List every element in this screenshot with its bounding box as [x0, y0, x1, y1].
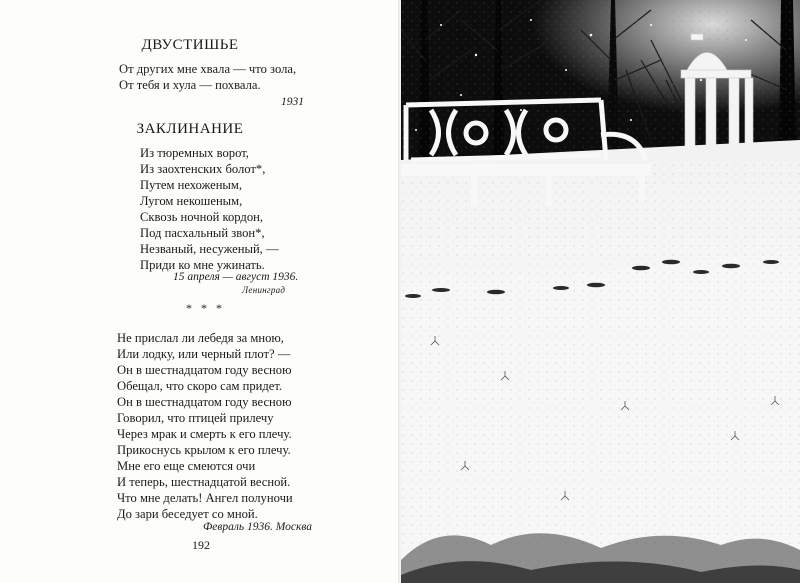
- poem3-line-2: Или лодку, или черный плот? —: [117, 347, 291, 361]
- poem3-line-4: Обещал, что скоро сам придет.: [117, 379, 283, 393]
- poem3-line-11: Что мне делать! Ангел полуночи: [117, 491, 293, 505]
- poem3-line-10: И теперь, шестнадцатой весной.: [117, 475, 291, 489]
- poem3-line-9: Мне его еще смеются очи: [117, 459, 256, 473]
- poem2-line-5: Сквозь ночной кордон,: [140, 210, 264, 224]
- poem1-date: 1931: [281, 96, 304, 108]
- poem2-line-2: Из заохтенских болот*,: [140, 162, 266, 176]
- poem3-line-8: Прикоснусь крылом к его плечу.: [117, 443, 291, 457]
- poem1-line-2: От тебя и хула — похвала.: [119, 78, 261, 92]
- poem-title-zaklinanie: ЗАКЛИНАНИЕ: [136, 121, 244, 137]
- poem2-line-1: Из тюремных ворот,: [140, 146, 249, 160]
- poem2-line-4: Лугом некошеным,: [140, 194, 243, 208]
- poem2-line-3: Путем нехоженым,: [140, 178, 243, 192]
- poem2-place: Ленинград: [242, 285, 286, 295]
- poem3-line-12: До зари беседует со мной.: [117, 507, 258, 521]
- poem3-line-1: Не прислал ли лебедя за мною,: [117, 331, 284, 345]
- poem3-line-3: Он в шестнадцатом году весною: [117, 363, 292, 377]
- poem3-line-6: Говорил, что птицей прилечу: [117, 411, 274, 425]
- poem3-line-5: Он в шестнадцатом году весною: [117, 395, 292, 409]
- page-number: 192: [192, 538, 210, 552]
- poem2-line-6: Под пасхальный звон*,: [140, 226, 265, 240]
- snowy-park-bench-illustration: [401, 0, 800, 583]
- poem-title-dvustishe: ДВУСТИШЬЕ: [141, 37, 239, 53]
- poem2-line-7: Незваный, несуженый, —: [140, 242, 279, 256]
- poem2-date: 15 апреля — август 1936.: [173, 271, 299, 283]
- poem1-line-1: От других мне хвала — что зола,: [119, 62, 297, 76]
- poem3-date: Февраль 1936. Москва: [203, 521, 313, 533]
- poem2-line-8: Приди ко мне ужинать.: [140, 258, 265, 272]
- section-stars: * * *: [186, 301, 225, 315]
- poem3-line-7: Через мрак и смерть к его плечу.: [117, 427, 292, 441]
